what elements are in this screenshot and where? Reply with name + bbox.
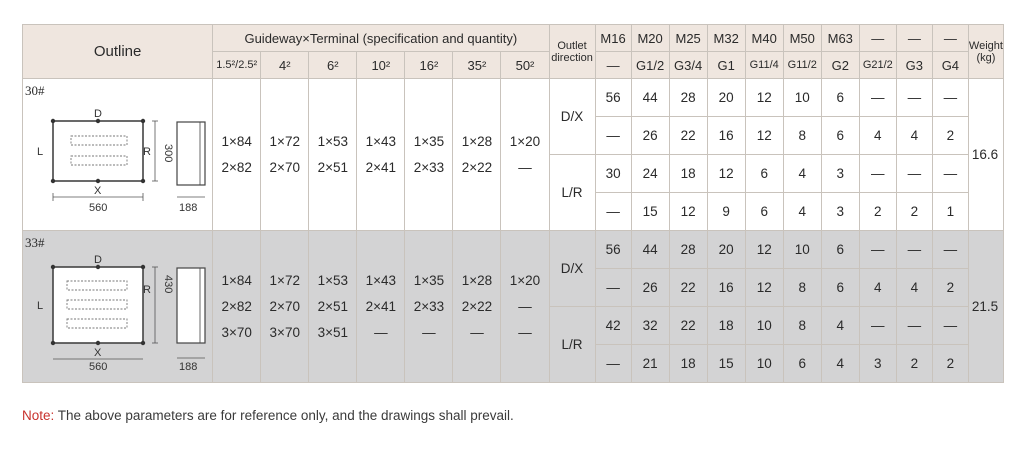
outlet-cell: — [859, 79, 896, 117]
outlet-cell: 10 [783, 231, 821, 269]
weight-cell: 21.5 [968, 231, 1003, 383]
outlet-cell: 21 [631, 345, 669, 383]
table-row [23, 231, 1004, 269]
terminal-cell: 1×35 2×33 [405, 79, 453, 231]
model-label: 30# [25, 83, 45, 98]
outlet-cell: 20 [707, 79, 745, 117]
outlet-cell: 24 [631, 155, 669, 193]
outlet-cell: — [595, 345, 631, 383]
outlet-cell: 10 [783, 79, 821, 117]
terminal-spec-header: 35² [453, 52, 501, 79]
outlet-cell: — [859, 231, 896, 269]
table-row [23, 79, 1004, 117]
outlet-cell: 26 [631, 117, 669, 155]
outlet-cell: — [859, 155, 896, 193]
outlet-header: M16 [595, 25, 631, 52]
outlet-cell: 28 [669, 79, 707, 117]
outlet-cell: 44 [631, 231, 669, 269]
left-label: L [37, 300, 44, 312]
terminal-cell: 1×43 2×41 — [357, 231, 405, 383]
outlet-cell: 56 [595, 231, 631, 269]
outlet-cell: 2 [932, 117, 968, 155]
enclosure-drawing [35, 253, 213, 371]
left-label: L [37, 146, 44, 158]
outlet-header: — [859, 25, 896, 52]
outlet-cell: 16 [707, 117, 745, 155]
outlet-header: M50 [783, 25, 821, 52]
outlet-cell: — [932, 307, 968, 345]
outlet-subheader: G1 [707, 52, 745, 79]
guideway-terminal-header: Guideway×Terminal (specification and quantity) [213, 25, 549, 52]
outline-header: Outline [23, 25, 213, 79]
outlet-cell: — [896, 155, 932, 193]
outlet-header: M40 [745, 25, 783, 52]
outlet-cell: 4 [896, 269, 932, 307]
weight-cell: 16.6 [968, 79, 1003, 231]
outlet-cell: 6 [821, 269, 859, 307]
outlet-header: M25 [669, 25, 707, 52]
right-label: R [143, 284, 151, 296]
outlet-cell: 8 [783, 117, 821, 155]
width-dimension: 560 [89, 202, 108, 214]
outlet-cell: 6 [745, 193, 783, 231]
outlet-direction-header: Outlet direction [549, 25, 595, 79]
bottom-label: X [94, 185, 102, 197]
outlet-subheader: G11/4 [745, 52, 783, 79]
terminal-cell: 1×28 2×22 — [453, 231, 501, 383]
outlet-cell: 2 [859, 193, 896, 231]
outlet-cell: 12 [669, 193, 707, 231]
outlet-cell: 12 [745, 269, 783, 307]
model-label: 33# [25, 235, 45, 250]
enclosure-drawing [35, 101, 213, 219]
outlet-cell: 12 [745, 117, 783, 155]
note-label: Note: [22, 408, 55, 423]
direction-cell: L/R [549, 307, 595, 383]
terminal-spec-header: 50² [501, 52, 549, 79]
outlet-cell: 18 [669, 345, 707, 383]
terminal-spec-header: 4² [261, 52, 309, 79]
outlet-subheader: G3 [896, 52, 932, 79]
outlet-header: — [932, 25, 968, 52]
outlet-cell: 56 [595, 79, 631, 117]
terminal-cell: 1×43 2×41 [357, 79, 405, 231]
product-30-section [23, 79, 1004, 231]
outlet-cell: 26 [631, 269, 669, 307]
outlet-subheader: G11/2 [783, 52, 821, 79]
weight-header: Weight (kg) [968, 25, 1003, 79]
top-label: D [94, 254, 102, 266]
outlet-cell: 2 [932, 345, 968, 383]
terminal-cell: 1×84 2×82 [213, 79, 261, 231]
outlet-cell: — [859, 307, 896, 345]
direction-cell: D/X [549, 79, 595, 155]
outlet-subheader: — [595, 52, 631, 79]
outlet-cell: — [932, 79, 968, 117]
outlet-cell: 2 [896, 345, 932, 383]
note-text: The above parameters are for reference only, and the drawings shall prevail. [54, 408, 514, 423]
outlet-cell: 6 [745, 155, 783, 193]
outlet-cell: 30 [595, 155, 631, 193]
outlet-cell: 10 [745, 345, 783, 383]
outlet-cell: — [595, 269, 631, 307]
terminal-spec-header: 1.5²/2.5² [213, 52, 261, 79]
outlet-cell: 18 [707, 307, 745, 345]
top-label: D [94, 108, 102, 120]
outlet-cell: 12 [745, 231, 783, 269]
outlet-cell: 2 [896, 193, 932, 231]
outlet-cell: 12 [707, 155, 745, 193]
spec-table [22, 24, 1004, 383]
footnote [22, 408, 514, 423]
outlet-cell: 6 [783, 345, 821, 383]
outline-cell [23, 231, 213, 383]
terminal-spec-header: 16² [405, 52, 453, 79]
outlet-cell: 4 [783, 155, 821, 193]
outlet-cell: 4 [859, 269, 896, 307]
height-dimension: 430 [162, 275, 174, 294]
product-33-section [23, 231, 1004, 383]
terminal-cell: 1×35 2×33 — [405, 231, 453, 383]
direction-cell: D/X [549, 231, 595, 307]
outlet-cell: 28 [669, 231, 707, 269]
outlet-subheader: G2 [821, 52, 859, 79]
outlet-cell: 6 [821, 79, 859, 117]
outlet-cell: 18 [669, 155, 707, 193]
outlet-header: M32 [707, 25, 745, 52]
outlet-cell: — [595, 117, 631, 155]
outlet-subheader: G3/4 [669, 52, 707, 79]
outlet-header: M20 [631, 25, 669, 52]
terminal-cell: 1×20 — — [501, 231, 549, 383]
terminal-cell: 1×20 — [501, 79, 549, 231]
outlet-subheader: G1/2 [631, 52, 669, 79]
terminal-cell: 1×28 2×22 [453, 79, 501, 231]
outlet-cell: 4 [821, 345, 859, 383]
terminal-cell: 1×84 2×82 3×70 [213, 231, 261, 383]
outlet-cell: 6 [821, 117, 859, 155]
outlet-cell: 9 [707, 193, 745, 231]
outlet-cell: 3 [821, 155, 859, 193]
outlet-cell: 15 [707, 345, 745, 383]
depth-dimension: 188 [179, 202, 198, 214]
direction-cell: L/R [549, 155, 595, 231]
outlet-cell: — [896, 79, 932, 117]
terminal-spec-header: 10² [357, 52, 405, 79]
outlet-cell: 4 [783, 193, 821, 231]
outlet-subheader: G21/2 [859, 52, 896, 79]
outlet-cell: 4 [821, 307, 859, 345]
outlet-cell: 44 [631, 79, 669, 117]
outlet-cell: 1 [932, 193, 968, 231]
outlet-cell: 15 [631, 193, 669, 231]
outlet-cell: 2 [932, 269, 968, 307]
terminal-spec-header: 6² [309, 52, 357, 79]
outlet-cell: 8 [783, 307, 821, 345]
outlet-cell: 3 [821, 193, 859, 231]
outlet-cell: 22 [669, 307, 707, 345]
right-label: R [143, 146, 151, 158]
outlet-cell: 4 [859, 117, 896, 155]
width-dimension: 560 [89, 361, 108, 371]
outlet-header: — [896, 25, 932, 52]
outlet-cell: 42 [595, 307, 631, 345]
outlet-cell: — [595, 193, 631, 231]
outlet-cell: — [896, 307, 932, 345]
height-dimension: 300 [162, 144, 174, 163]
outlet-cell: 3 [859, 345, 896, 383]
outlet-cell: — [932, 155, 968, 193]
terminal-cell: 1×53 2×51 [309, 79, 357, 231]
outlet-cell: 22 [669, 117, 707, 155]
outlet-cell: 10 [745, 307, 783, 345]
depth-dimension: 188 [179, 361, 198, 371]
terminal-cell: 1×53 2×51 3×51 [309, 231, 357, 383]
outlet-header: M63 [821, 25, 859, 52]
outlet-cell: 8 [783, 269, 821, 307]
terminal-cell: 1×72 2×70 [261, 79, 309, 231]
terminal-cell: 1×72 2×70 3×70 [261, 231, 309, 383]
outlet-cell: 16 [707, 269, 745, 307]
outlet-cell: 20 [707, 231, 745, 269]
table-header [23, 25, 1004, 79]
outlet-cell: 32 [631, 307, 669, 345]
outlet-cell: — [932, 231, 968, 269]
bottom-label: X [94, 347, 102, 359]
outlet-cell: 6 [821, 231, 859, 269]
outlet-cell: 4 [896, 117, 932, 155]
outlet-subheader: G4 [932, 52, 968, 79]
outlet-cell: 22 [669, 269, 707, 307]
outlet-cell: — [896, 231, 932, 269]
outline-cell [23, 79, 213, 231]
outlet-cell: 12 [745, 79, 783, 117]
